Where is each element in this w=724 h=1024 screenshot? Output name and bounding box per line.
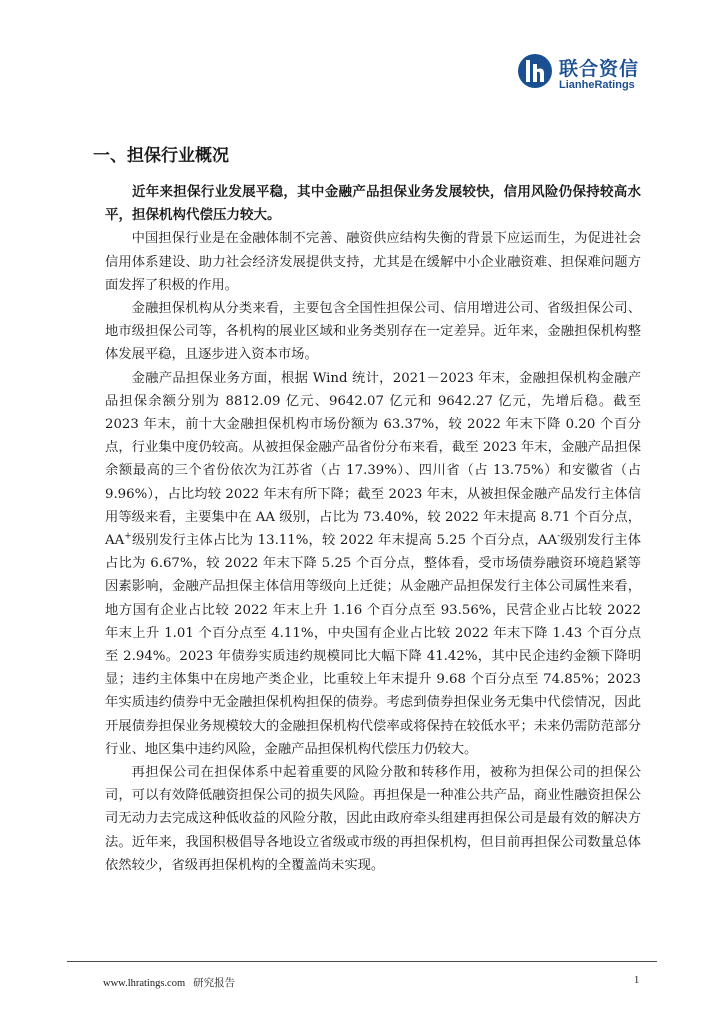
footer-doc-type: 研究报告 [193, 978, 236, 989]
rating-plus-superscript: + [124, 531, 132, 542]
logo-chinese-name: 联合资信 [559, 58, 640, 80]
body-text [105, 181, 641, 877]
company-logo [517, 52, 677, 96]
footer-info [103, 975, 235, 990]
paragraph-text-part3: 级别发行主体占比为 6.67%，较 2022 年末下降 5.25 个百分点，整体看，受市场债券融资环境趋紧等因素影响，金融产品担保主体信用等级向上迁徙；从金融产品担保发行主体公司属性来看，地方国有企业占比较 2022 年末上升 1.16 个百分点至 93.56%，民营企业占比较 2022 年末上升 1.01 个百分点至 4.11%，中央国有企业占比较 2022 年末下降 1.43 个百分点至 2.94%。2023 年债券实质违约规模同比大幅下降 41.42%，其中民企违约金额下降明显；违约主体集中在房地产类企业，比重较上年末提升 9.68 个百分点至 74.85%；2023 年实质违约债券中无金融担保机构担保的债券。考虑到债券担保业务无集中代偿情况，因此开展债券担保业务规模较大的金融担保机构代偿率或将保持在较低水平；未来仍需防范部分行业、地区集中违约风险，金融产品担保机构代偿压力仍较大。 [105, 533, 641, 757]
paragraph-text-part2: 级别发行主体占比为 13.11%，较 2022 年末提高 5.25 个百分点，AA [131, 533, 558, 549]
lead-paragraph: 近年来担保行业发展平稳，其中金融产品担保业务发展较快，信用风险仍保持较高水平，担保机构代偿压力较大。 [105, 184, 641, 224]
paragraph-industry-background: 中国担保行业是在金融体制不完善、融资供应结构失衡的背景下应运而生，为促进社会信用体系建设、助力社会经济发展提供支持，尤其是在缓解中小企业融资难、担保难问题方面发挥了积极的作用。 [105, 231, 641, 293]
paragraph-reguarantee: 再担保公司在担保体系中起着重要的风险分散和转移作用，被称为担保公司的担保公司，可以有效降低融资担保公司的损失风险。再担保是一种准公共产品，商业性融资担保公司无动力去完成这种低收益的风险分散，因此由政府牵头组建再担保公司是最有效的解决方法。近年来，我国积极倡导各地设立省级或市级的再担保机构，但目前再担保公司数量总体依然较少，省级再担保机构的全覆盖尚未实现。 [105, 765, 641, 873]
section-heading: 一、担保行业概况 [93, 146, 229, 166]
footer-website-link[interactable]: www.lhratings.com [103, 978, 186, 989]
footer-divider [67, 961, 657, 962]
paragraph-institution-types: 金融担保机构从分类来看，主要包含全国性担保公司、信用增进公司、省级担保公司、地市级担保公司等，各机构的展业区域和业务类别存在一定差异。近年来，金融担保机构整体发展平稳，且逐步进入资本市场。 [105, 301, 641, 363]
rating-minus-superscript: - [557, 531, 561, 542]
paragraph-financial-product-guarantee [105, 367, 641, 761]
lianhe-logo-icon [517, 52, 553, 90]
paragraph-text-part1: 金融产品担保业务方面，根据 Wind 统计，2021－2023 年末，金融担保机构金融产品担保余额分别为 8812.09 亿元、9642.07 亿元和 9642.27 亿元，先增后稳。截至 2023 年末，前十大金融担保机构市场份额为 63.37%，较 2022 年末下降 0.20 个百分点，行业集中度仍较高。从被担保金融产品省份分布来看，截至 2023 年末，金融产品担保余额最高的三个省份依次为江苏省（占 17.39%）、四川省（占 13.75%）和安徽省（占 9.96%），占比均较 2022 年末有所下降；截至 2023 年末，从被担保金融产品发行主体信用等级来看，主要集中在 AA 级别，占比为 73.40%，较 2022 年末提高 8.71 个百分点，AA [105, 370, 641, 549]
logo-english-name: LianheRatings [559, 79, 635, 91]
page-number: 1 [634, 975, 640, 986]
